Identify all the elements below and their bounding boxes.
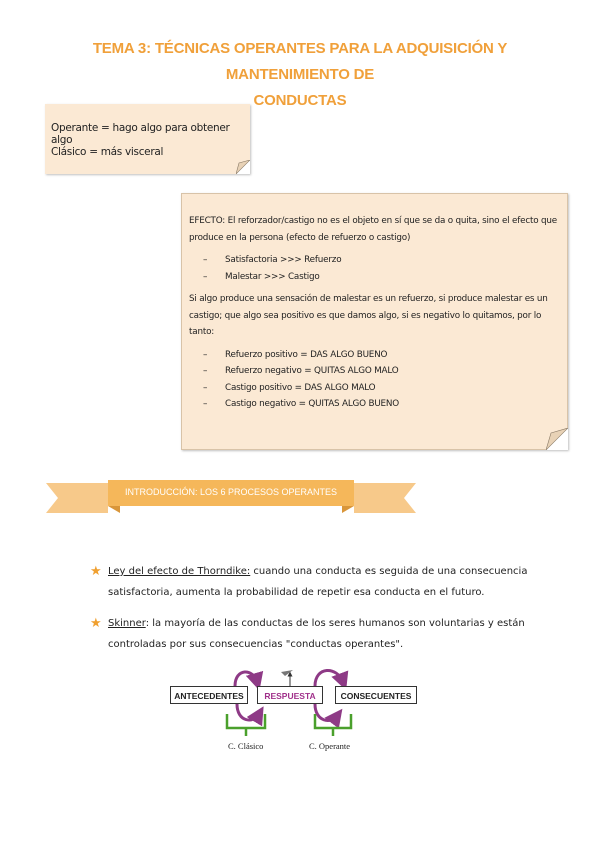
list-item: – Satisfactoria >>> Refuerzo	[189, 252, 559, 269]
list-item: – Refuerzo negativo = QUITAS ALGO MALO	[189, 363, 559, 380]
thorndike-term: Ley del efecto de Thorndike:	[108, 566, 251, 577]
list-item: – Refuerzo positivo = DAS ALGO BUENO	[189, 347, 559, 364]
tanto-paragraph: Si algo produce una sensación de malestar es un refuerzo, si produce malestar es un castigo; que algo sea positivo es que damos algo, si es negativo lo quitamos, por lo tanto:	[189, 294, 548, 337]
caption-clasico: C. Clásico	[228, 741, 264, 751]
thorndike-text: cuando una conducta es seguida de una consecuencia satisfactoria, aumenta la probabilidad de repetir esa conducta en el futuro.	[108, 566, 528, 598]
list-item: – Malestar >>> Castigo	[189, 269, 559, 286]
sticky-note-efecto	[181, 193, 568, 450]
page-curl-icon	[236, 160, 250, 174]
page-title	[30, 36, 570, 114]
conditioning-diagram	[165, 664, 435, 754]
star-icon: ★	[90, 564, 102, 579]
antecedentes-box: ANTECEDENTES	[170, 686, 248, 704]
note-operante-line: Operante = hago algo para obtener algo	[51, 122, 230, 146]
skinner-term: Skinner	[108, 618, 146, 629]
banner-label: INTRODUCCIÓN: LOS 6 PROCESOS OPERANTES	[124, 487, 338, 497]
skinner-text: : la mayoría de las conductas de los seres humanos son voluntarias y están controladas por sus consecuencias "conductas operantes".	[108, 618, 525, 650]
diagram-arrows	[165, 664, 435, 754]
sticky-note-definitions	[45, 104, 250, 174]
respuesta-box: RESPUESTA	[257, 686, 323, 704]
caption-operante: C. Operante	[309, 741, 351, 751]
title-line-2: CONDUCTAS	[253, 92, 347, 109]
list-item: – Castigo negativo = QUITAS ALGO BUENO	[189, 396, 559, 413]
star-icon: ★	[90, 616, 102, 631]
note-clasico-line: Clásico = más visceral	[51, 146, 164, 158]
list-item	[90, 613, 560, 655]
bullet-list	[90, 561, 560, 665]
consecuentes-box: CONSECUENTES	[335, 686, 417, 704]
list-item	[90, 561, 560, 603]
efecto-paragraph: EFECTO: El reforzador/castigo no es el objeto en sí que se da o quita, sino el efecto que produce en la persona (efecto de refuerzo o castigo)	[189, 216, 557, 243]
title-line-1: TEMA 3: TÉCNICAS OPERANTES PARA LA ADQUISICIÓN Y MANTENIMIENTO DE	[92, 40, 508, 83]
page-curl-icon	[546, 428, 568, 450]
refuerzo-castigo-list	[189, 347, 559, 413]
efecto-list	[189, 252, 559, 285]
list-item: – Castigo positivo = DAS ALGO MALO	[189, 380, 559, 397]
